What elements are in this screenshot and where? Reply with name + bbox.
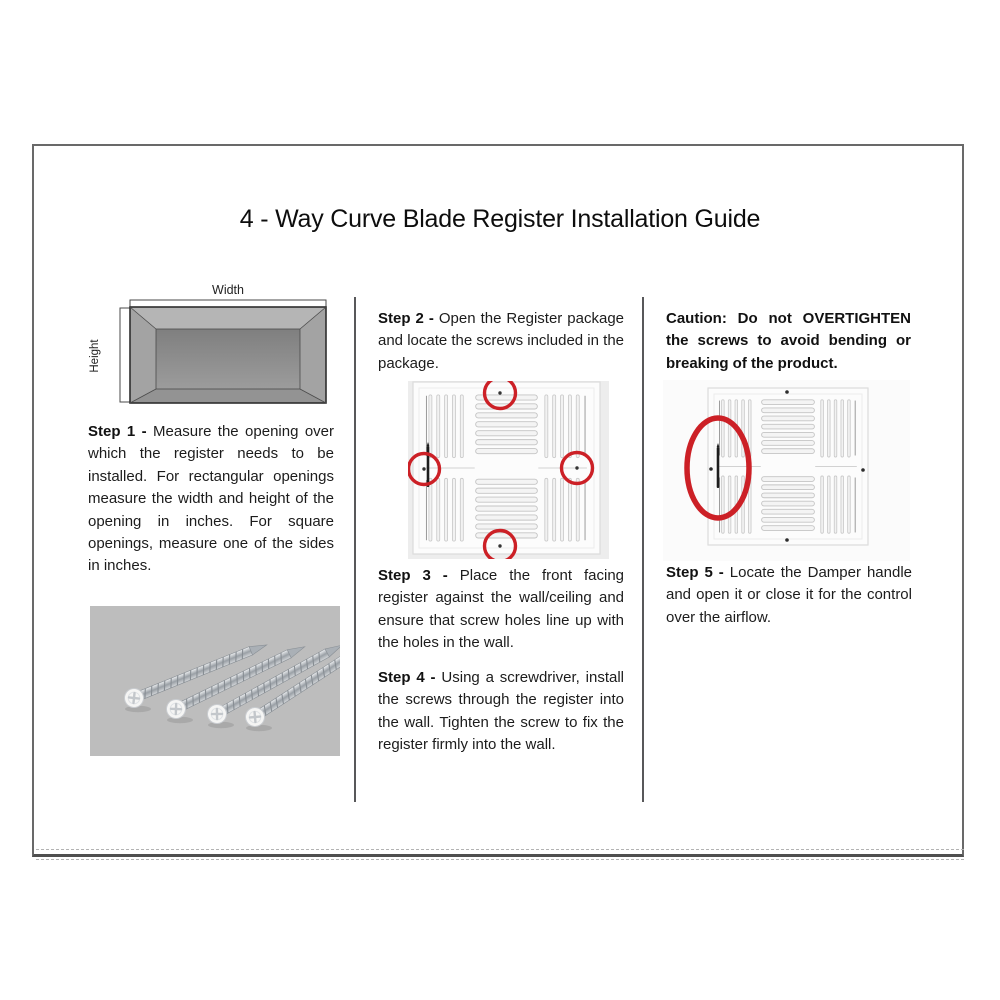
caution-paragraph xyxy=(666,308,911,375)
step-3-label: Step 3 - xyxy=(378,567,448,584)
step-4-paragraph xyxy=(378,667,624,757)
damper-handle xyxy=(717,447,720,488)
step-3-paragraph xyxy=(378,565,624,655)
step-4-label: Step 4 - xyxy=(378,669,436,686)
step-1-text: Measure the opening over which the register needs to be installed. For rectangular openings measure the width and height of the opening in inches. For square openings, measure one of the sides in inches. xyxy=(88,423,335,575)
screws-photo xyxy=(90,606,340,756)
bottom-dashed-rule-lower xyxy=(36,859,964,860)
duct-opening-3d xyxy=(130,307,326,403)
step-2-text: Open the Register package and locate the screws included in the package. xyxy=(378,310,624,372)
step-3-text: Place the front facing register against the wall/ceiling and ensure that screw holes line up with the holes in the wall. xyxy=(378,567,625,652)
register-damper-handle-photo xyxy=(663,380,910,561)
register-screw-holes-photo xyxy=(408,381,609,559)
step-5-paragraph xyxy=(666,562,912,629)
opening-measurement-diagram xyxy=(86,280,338,412)
step-4-text: Using a screwdriver, install the screws through the register into the wall. Tighten the screw to fix the register firmly into the wall. xyxy=(378,669,625,754)
screw-hole-dot xyxy=(861,468,865,472)
step-5-text: Locate the Damper handle and open it or close it for the control over the airflow. xyxy=(666,564,912,626)
height-label: Height xyxy=(89,339,101,373)
column-divider-right xyxy=(642,297,644,802)
step-1-paragraph xyxy=(88,421,334,578)
caution-text: Caution: Do not OVERTIGHTEN the screws to avoid bending or breaking of the product. xyxy=(666,310,911,372)
page-title: 4 - Way Curve Blade Register Installation Guide xyxy=(239,205,761,233)
step-2-paragraph xyxy=(378,308,624,375)
screw-hole-dot xyxy=(785,538,789,542)
step-2-label: Step 2 - xyxy=(378,310,434,327)
width-label: Width xyxy=(212,283,244,297)
bottom-dashed-rule-upper xyxy=(36,849,964,850)
column-divider-left xyxy=(354,297,356,802)
screw-hole-dot xyxy=(709,467,713,471)
screw-hole-dot xyxy=(785,390,789,394)
height-bracket xyxy=(120,308,130,402)
step-5-label: Step 5 - xyxy=(666,564,724,581)
step-1-label: Step 1 - xyxy=(88,423,147,440)
